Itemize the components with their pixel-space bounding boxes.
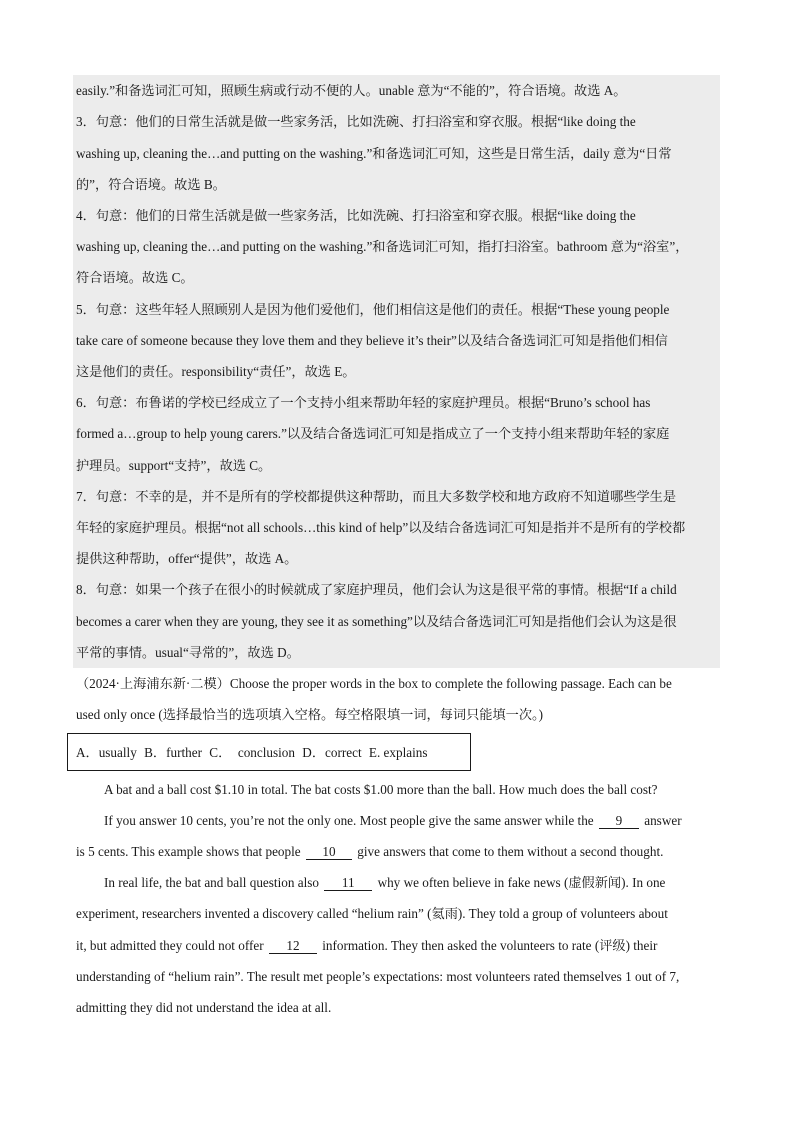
explanation-line: 年轻的家庭护理员。根据“not all schools…this kind of help”以及结合备选词汇可知是指并不是所有的学校都 (76, 520, 686, 535)
explanation-line: 4．句意：他们的日常生活就是做一些家务活，比如洗碗、打扫浴室和穿衣服。根据“like doing the (76, 208, 636, 223)
explanation-line: 提供这种帮助，offer“提供”，故选 A。 (76, 551, 298, 566)
explanation-line: washing up, cleaning the…and putting on the washing.”和备选词汇可知，这些是日常生活，daily 意为“日常 (76, 146, 672, 161)
instruction-line: used only once (选择最恰当的选项填入空格。每空格限填一词，每词只能填一次。) (76, 707, 544, 722)
blank-11[interactable]: 11 (324, 876, 372, 891)
passage-line: is 5 cents. This example shows that people 10 give answers that come to them without a second thought. (76, 844, 664, 859)
passage-line: it, but admitted they could not offer 12 information. They then asked the volunteers to rate (评级) their (76, 938, 658, 953)
blank-10[interactable]: 10 (306, 845, 352, 860)
explanation-line: formed a…group to help young carers.”以及结合备选词汇可知是指成立了一个支持小组来帮助年轻的家庭 (76, 426, 670, 441)
explanation-line: 6．句意：布鲁诺的学校已经成立了一个支持小组来帮助年轻的家庭护理员。根据“Bruno’s school has (76, 395, 651, 410)
word-options-box (67, 733, 471, 771)
option-a: A．usually (76, 745, 137, 760)
passage-line: admitting they did not understand the idea at all. (76, 1000, 332, 1015)
option-e: E. explains (368, 745, 428, 760)
explanation-line: 的”，符合语境。故选 B。 (76, 177, 226, 192)
passage-line: If you answer 10 cents, you’re not the only one. Most people give the same answer while the 9 answer (104, 813, 682, 828)
explanation-line: 8．句意：如果一个孩子在很小的时候就成了家庭护理员，他们会认为这是很平常的事情。根据“If a child (76, 582, 677, 597)
explanation-line: 符合语境。故选 C。 (76, 270, 194, 285)
explanation-line: take care of someone because they love them and they believe it’s their”以及结合备选词汇可知是指他们相信 (76, 333, 668, 348)
passage-line: A bat and a ball cost $1.10 in total. The bat costs $1.00 more than the ball. How much does the ball cost? (104, 782, 658, 797)
option-b: B．further (144, 745, 202, 760)
explanation-line: 平常的事情。usual“寻常的”，故选 D。 (76, 645, 300, 660)
explanation-line: 5．句意：这些年轻人照顾别人是因为他们爱他们，他们相信这是他们的责任。根据“These young people (76, 302, 670, 317)
option-c: C． conclusion (209, 745, 295, 760)
explanation-line: 这是他们的责任。responsibility“责任”，故选 E。 (76, 364, 356, 379)
explanation-line: 护理员。support“支持”，故选 C。 (76, 458, 272, 473)
explanation-line: becomes a carer when they are young, they see it as something”以及结合备选词汇可知是指他们会认为这是很 (76, 614, 677, 629)
blank-12[interactable]: 12 (269, 939, 317, 954)
passage-line: In real life, the bat and ball question also 11 why we often believe in fake news (虚假新闻). In one (104, 875, 666, 890)
instruction-line: （2024·上海浦东新·二模）Choose the proper words in the box to complete the following passage. Each can be (76, 676, 672, 691)
blank-9[interactable]: 9 (599, 814, 639, 829)
explanation-line: 3．句意：他们的日常生活就是做一些家务活，比如洗碗、打扫浴室和穿衣服。根据“like doing the (76, 114, 636, 129)
passage-line: experiment, researchers invented a discovery called “helium rain” (氦雨). They told a group of volunteers about (76, 906, 668, 921)
passage-line: understanding of “helium rain”. The result met people’s expectations: most volunteers rated themselves 1 out of 7, (76, 969, 680, 984)
explanation-line: easily.”和备选词汇可知，照顾生病或行动不便的人。unable 意为“不能的”，符合语境。故选 A。 (76, 83, 627, 98)
explanation-line: washing up, cleaning the…and putting on the washing.”和备选词汇可知，指打扫浴室。bathroom 意为“浴室”， (76, 239, 689, 254)
option-d: D．correct (302, 745, 362, 760)
explanation-line: 7．句意：不幸的是，并不是所有的学校都提供这种帮助，而且大多数学校和地方政府不知道哪些学生是 (76, 489, 677, 504)
